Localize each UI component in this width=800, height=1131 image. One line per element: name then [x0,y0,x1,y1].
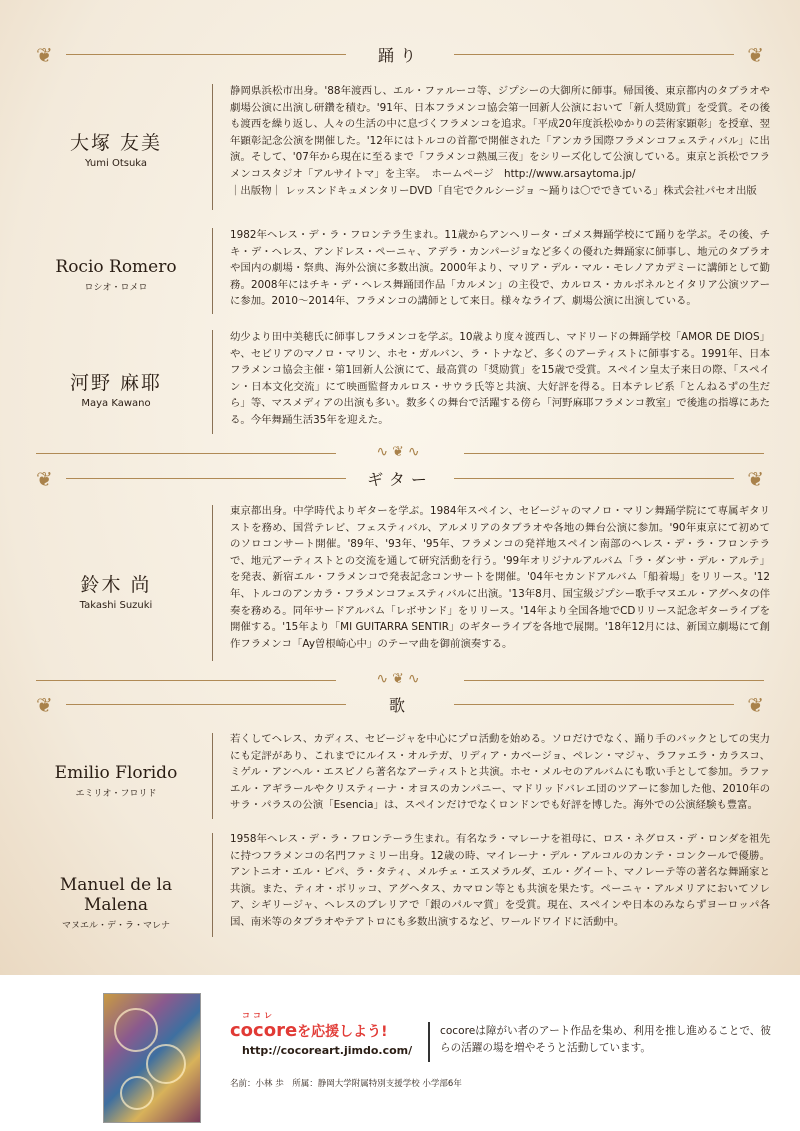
section-title-song: 歌 [388,696,411,715]
artist-bio [230,83,770,199]
artist-name-en: Yumi Otsuka [84,158,148,169]
vertical-rule [212,330,213,434]
artist-bio [230,731,770,814]
artist-name-jp: 大塚 友美 [69,132,163,154]
artist-name-kana: ロシオ・ロメロ [84,283,148,293]
artwork-credit: 名前：小林 歩 所属：静岡大学附属特別支援学校 小学部6年 [230,1079,462,1089]
artist-bio [230,227,770,310]
ornament-icon: ❦ [747,467,764,491]
artist-name-en: Takashi Suzuki [79,600,153,611]
section-header-dance [36,40,764,70]
section-divider [36,445,764,463]
artist-name-jp: 河野 麻耶 [69,372,163,394]
divider-ornament-icon: ∿❦∿ [376,444,424,460]
bio-paragraph: 幼少より田中美穂氏に師事しフラメンコを学ぶ。10歳より度々渡西し、マドリードの舞踊学校「AMOR DE DIOS」や、セビリアのマノロ・マリン、ホセ・ガルバン、ラ・トナなど、多くのアーティストに師事する。1991年、日本フラメンコ協会主催・第1回新人公演にて、最高賞の「奨励賞」を15歳で受賞。スペイン皇太子来日の際、「スペイン・日本文化交流」にて映画監督カルロス・サウラ氏等と共演、大好評を得る。日本テレビ系「とんねるずの生だら」等、マスメディアの出演も多い。数多くの舞台で活躍する傍ら「河野麻耶フラメンコ教室」で後進の指導にあたる。今年舞踊生活35年を迎えた。 [230,331,770,426]
divider-ornament-icon: ∿❦∿ [376,671,424,687]
artist-name-en: Maya Kawano [81,398,151,409]
section-divider [36,672,764,690]
header-rule [454,704,734,705]
ornament-icon: ❦ [36,693,53,717]
header-rule [454,54,734,55]
publication-line: ｜出版物｜ レッスンドキュメンタリーDVD「自宅でクルシージョ 〜踊りは〇でできている」株式会社パセオ出版 [230,184,757,197]
artwork-swirl [120,1076,154,1110]
artist-name [30,128,202,169]
cocore-url-link[interactable]: http://cocoreart.jimdo.com/ [242,1044,413,1057]
artist-name [30,368,202,409]
ornament-icon: ❦ [747,693,764,717]
footer-vertical-rule [428,1022,430,1062]
artist-name [30,872,202,931]
cocore-logo [230,1011,388,1041]
bio-paragraph: 東京都出身。中学時代よりギターを学ぶ。1984年スペイン、セビージャのマノロ・マリン舞踊学院にて専属ギタリストを務め、国営テレビ、フェスティバル、アルメリアのタブラオや各地の舞台公演に参加。'90年東京にて初めてのソロコンサート開催。'89年、'93年、'95年、フラメンコの発祥地スペイン南部のヘレス・デ・ラ・フロンテラで、地元アーティストとの交流を通して研究活動を行う。'99年オリジナルアルバム「ラ・ダンサ・デル・アルテ」を発表、新宿エル・フラメンコで発表記念コンサートを開催。'04年セカンドアルバム「船着場」をリリース。'12年、トルコのアンカラ・フラメンコフェスティバルに出演。'13年8月、国宝級ジプシー歌手マヌエル・アグヘタの伴奏を務める。同年サードアルバム「レボサンド」をリリース。'14年より全国各地でCDリリース記念ギターライブを開催する。'15年より「MI GUITARRA SENTIR」のギターライブを各地で展開。'18年12月には、新国立劇場にて創作フラメンコ「Ay曽根崎心中」のテーマ曲を御前演奏する。 [230,505,770,650]
artist-name [30,760,202,799]
artwork-swirl [114,1008,158,1052]
logo-tagline: を応援しよう! [297,1024,388,1040]
ornament-icon: ❦ [36,43,53,67]
vertical-rule [212,733,213,819]
vertical-rule [212,505,213,661]
divider-rule [464,680,764,681]
header-rule [454,478,734,479]
section-header-guitar [36,464,764,494]
bio-paragraph: 1982年ヘレス・デ・ラ・フロンテラ生まれ。11歳からアンヘリータ・ゴメス舞踊学校にて踊りを学ぶ。その後、チキ・デ・ヘレス、アンドレス・ペーニャ、アデラ・カンパージョなど多くの優れた舞踊家に師事し、地元のタブラオや国内の劇場・祭典、海外公演に多数出演。2000年より、マリア・デル・マル・モレノアカデミーに講師として勤務。2008年にはチキ・デ・ヘレス舞踊団作品「カルメン」の主役で、カルロス・カルボネルとイタリア公演ツアーに参加。2010〜2014年、フラメンコの講師として来日。様々なライブ、劇場公演に出演している。 [230,229,770,308]
vertical-rule [212,228,213,314]
artist-name-jp: 鈴木 尚 [80,574,152,596]
bio-paragraph: 若くしてヘレス、カディス、セビージャを中心にプロ活動を始める。ソロだけでなく、踊り手のバックとしての実力にも定評があり、これまでにルイス・オルテガ、リディア・カベージョ、ペレン・マジャ、ラファエラ・カラスコ、ミゲル・アンヘル・エスピノら著名なアーティストと共演。ホセ・メルセのアルバムにも歌い手として参加。ラファエル・アギラールやクリスティーナ・オヨスのカンパニー、マドリッドバレエ団のツアーに参加した他、2010年のサラ・パラスの公演「Esencia」は、スペインだけでなくロンドンでも好評を博した。海外での公演経験も豊富。 [230,733,770,812]
artist-name-kana: マヌエル・デ・ラ・マレナ [61,921,170,931]
section-title-guitar: ギター [367,470,433,489]
logo-brand: cocore [230,1020,298,1041]
vertical-rule [212,833,213,937]
artist-name-roman: Manuel de la Malena [59,875,173,915]
artwork-swirl [146,1044,186,1084]
ornament-icon: ❦ [747,43,764,67]
artist-bio [230,503,770,652]
bio-paragraph: 静岡県浜松市出身。'88年渡西し、エル・ファルーコ等、ジプシーの大御所に師事。帰国後、東京都内のタブラオや劇場公演に出演し研鑽を積む。'91年、日本フラメンコ協会第一回新人公演において「新人奨励賞」を受賞。その後も渡西を繰り返し、人々の生活の中に息づくフラメンコを追求。「平成20年度浜松ゆかりの芸術家顕彰」を授章、翌年顕彰記念公演を開催した。'12年にはトルコの首都で開催された「アンカラ国際フラメンコフェスティバル」に出演。そして、'07年から現在に至るまで「フラメンコ熱風三夜」をシリーズ化して公演している。東京と浜松でフラメンコスタジオ「アルサイトマ」を主宰。 ホームページ http://www.arsaytoma.jp/ [230,85,770,180]
artist-bio [230,329,770,429]
artist-name [30,254,202,293]
artist-name-roman: Rocio Romero [55,257,177,277]
divider-rule [464,453,764,454]
section-title-dance: 踊り [377,46,422,65]
ornament-icon: ❦ [36,467,53,491]
logo-ruby: ココレ [242,1011,275,1020]
section-header-song [36,690,764,720]
cocore-description: cocoreは障がい者のアート作品を集め、利用を推し進めることで、彼らの活躍の場を増やそうと活動しています。 [440,1025,771,1054]
bio-paragraph: 1958年ヘレス・デ・ラ・フロンテーラ生まれ。有名なラ・マレーナを祖母に、ロス・ネグロス・デ・ロンダを祖先に持つフラメンコの名門ファミリー出身。12歳の時、マイレーナ・デル・アルコルのカンテ・コンクールで優勝。アントニオ・エル・ピパ、ラ・タティ、メルチェ・エスメラルダ、エル・グイート、マノレーテ等の著名な舞踊家と共演。また、ティオ・ボリッコ、アグヘタス、カマロン等とも共演を果たす。ペーニャ・アルメリアにおいてソレア、シギリージャ、ヘレスのブレリアで「銀のパルマ賞」を受賞。現在、スペインや日本のみならずヨーロッパ各国、南米等のタブラオやテアトロにも多数出演するなど、ワールドワイドに活動中。 [230,833,770,928]
artist-name-kana: エミリオ・フロリド [75,789,157,799]
artist-bio [230,831,770,931]
artist-name-roman: Emilio Florido [54,763,178,783]
artwork-image [103,993,201,1123]
artist-name [30,570,202,611]
vertical-rule [212,84,213,210]
